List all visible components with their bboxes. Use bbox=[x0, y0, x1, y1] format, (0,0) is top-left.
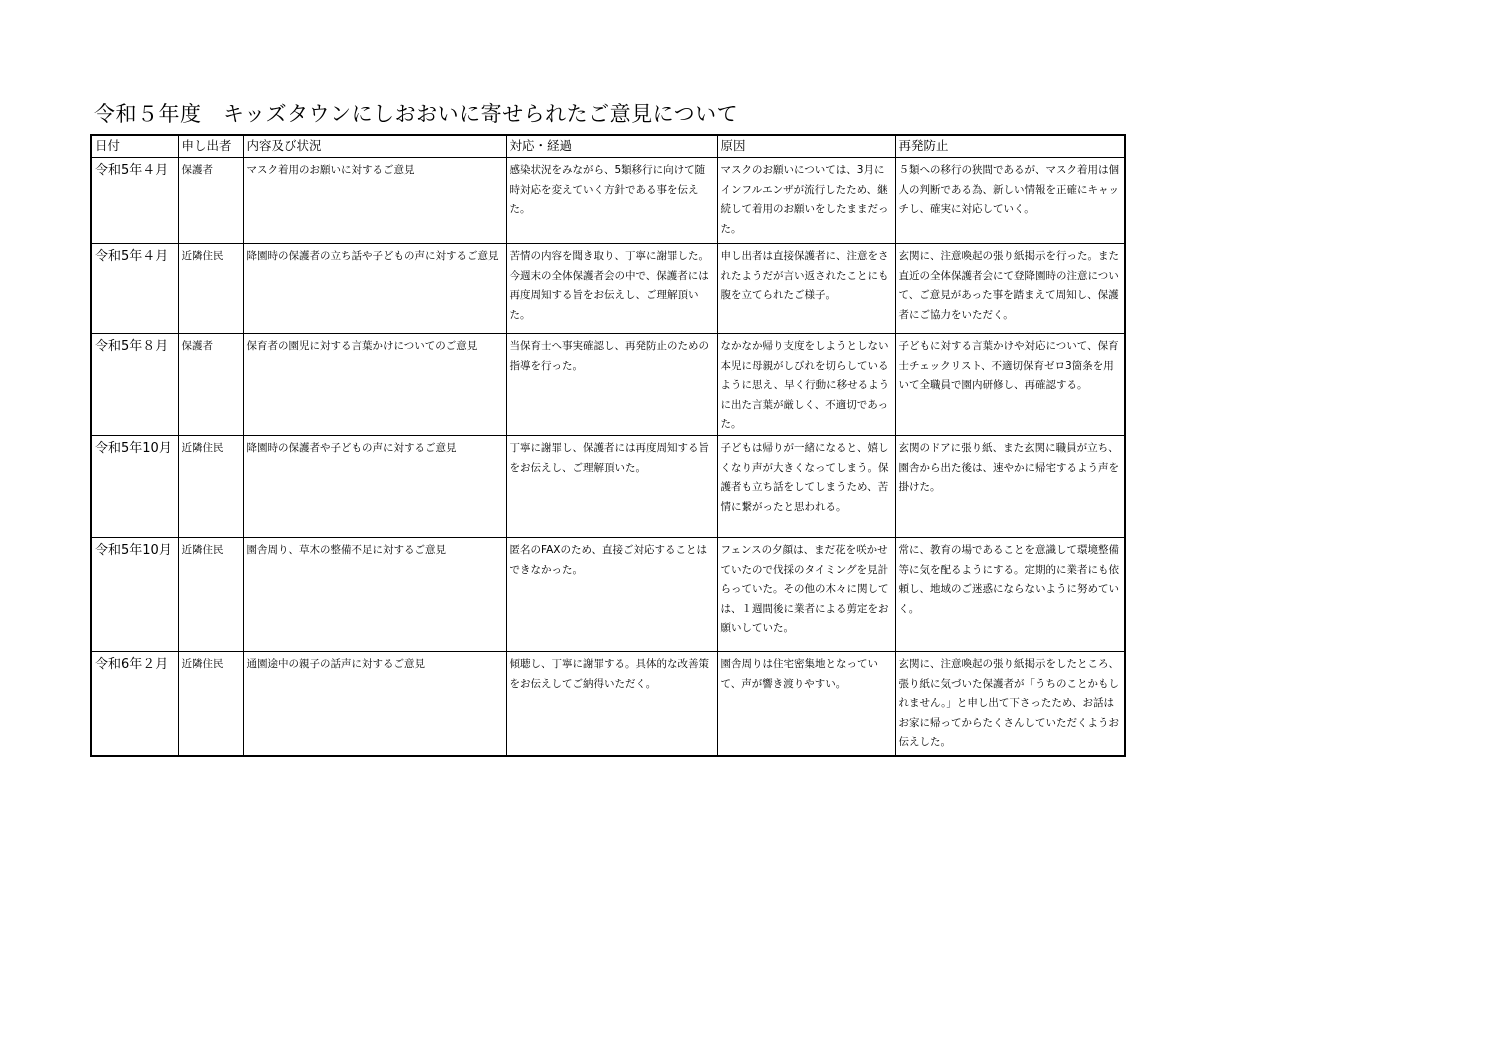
table-header-row bbox=[91, 135, 1125, 158]
cell-cause: 申し出者は直接保護者に、注意をされたようだが言い返されたことにも腹を立てられたご様子。 bbox=[717, 244, 895, 334]
cell-content: 降園時の保護者の立ち話や子どもの声に対するご意見 bbox=[243, 244, 506, 334]
cell-date: 令和5年４月 bbox=[91, 244, 178, 334]
table-row bbox=[91, 158, 1125, 244]
cell-cause: フェンスの夕顔は、まだ花を咲かせていたので伐採のタイミングを見計らっていた。その他の木々に関しては、１週間後に業者による剪定をお願いしていた。 bbox=[717, 537, 895, 651]
cell-prevention: 玄関に、注意喚起の張り紙掲示をしたところ、張り紙に気づいた保護者が「うちのことかもしれません。」と申し出て下さったため、お話はお家に帰ってからたくさんしていただくようお伝えした。 bbox=[895, 651, 1125, 756]
cell-response: 当保育士へ事実確認し、再発防止のための指導を行った。 bbox=[506, 334, 717, 436]
table-row bbox=[91, 651, 1125, 756]
table-row bbox=[91, 334, 1125, 436]
cell-response: 感染状況をみながら、5類移行に向けて随時対応を変えていく方針である事を伝えた。 bbox=[506, 158, 717, 244]
cell-prevention: ５類への移行の狭間であるが、マスク着用は個人の判断である為、新しい情報を正確にキャッチし、確実に対応していく。 bbox=[895, 158, 1125, 244]
cell-content: 保育者の園児に対する言葉かけについてのご意見 bbox=[243, 334, 506, 436]
table-row bbox=[91, 537, 1125, 651]
cell-reporter: 近隣住民 bbox=[178, 537, 243, 651]
cell-reporter: 保護者 bbox=[178, 334, 243, 436]
cell-response: 傾聴し、丁寧に謝罪する。具体的な改善策をお伝えしてご納得いただく。 bbox=[506, 651, 717, 756]
table-row bbox=[91, 244, 1125, 334]
cell-reporter: 近隣住民 bbox=[178, 651, 243, 756]
cell-cause: マスクのお願いについては、3月にインフルエンザが流行したため、継続して着用のお願いをしたままだった。 bbox=[717, 158, 895, 244]
cell-reporter: 保護者 bbox=[178, 158, 243, 244]
column-header-date: 日付 bbox=[91, 135, 178, 158]
cell-prevention: 玄関のドアに張り紙、また玄関に職員が立ち、園舎から出た後は、速やかに帰宅するよう声を掛けた。 bbox=[895, 435, 1125, 537]
column-header-response: 対応・経過 bbox=[506, 135, 717, 158]
feedback-table bbox=[90, 134, 1126, 757]
cell-content: マスク着用のお願いに対するご意見 bbox=[243, 158, 506, 244]
cell-date: 令和6年２月 bbox=[91, 651, 178, 756]
cell-prevention: 玄関に、注意喚起の張り紙掲示を行った。また直近の全体保護者会にて登降園時の注意について、ご意見があった事を踏まえて周知し、保護者にご協力をいただく。 bbox=[895, 244, 1125, 334]
cell-prevention: 子どもに対する言葉かけや対応について、保育士チェックリスト、不適切保育ゼロ3箇条を用いて全職員で園内研修し、再確認する。 bbox=[895, 334, 1125, 436]
cell-date: 令和5年10月 bbox=[91, 435, 178, 537]
cell-response: 苦情の内容を聞き取り、丁寧に謝罪した。今週末の全体保護者会の中で、保護者には再度周知する旨をお伝えし、ご理解頂いた。 bbox=[506, 244, 717, 334]
cell-prevention: 常に、教育の場であることを意識して環境整備等に気を配るようにする。定期的に業者にも依頼し、地域のご迷惑にならないように努めていく。 bbox=[895, 537, 1125, 651]
cell-date: 令和5年８月 bbox=[91, 334, 178, 436]
cell-response: 丁寧に謝罪し、保護者には再度周知する旨をお伝えし、ご理解頂いた。 bbox=[506, 435, 717, 537]
column-header-content: 内容及び状況 bbox=[243, 135, 506, 158]
cell-response: 匿名のFAXのため、直接ご対応することはできなかった。 bbox=[506, 537, 717, 651]
column-header-prevention: 再発防止 bbox=[895, 135, 1125, 158]
cell-cause: 子どもは帰りが一緒になると、嬉しくなり声が大きくなってしまう。保護者も立ち話をしてしまうため、苦情に繋がったと思われる。 bbox=[717, 435, 895, 537]
column-header-cause: 原因 bbox=[717, 135, 895, 158]
column-header-reporter: 申し出者 bbox=[178, 135, 243, 158]
cell-reporter: 近隣住民 bbox=[178, 435, 243, 537]
cell-cause: なかなか帰り支度をしようとしない本児に母親がしびれを切らしているように思え、早く行動に移せるように出た言葉が厳しく、不適切であった。 bbox=[717, 334, 895, 436]
cell-date: 令和5年10月 bbox=[91, 537, 178, 651]
cell-reporter: 近隣住民 bbox=[178, 244, 243, 334]
cell-cause: 園舎周りは住宅密集地となっていて、声が響き渡りやすい。 bbox=[717, 651, 895, 756]
cell-date: 令和5年４月 bbox=[91, 158, 178, 244]
cell-content: 通園途中の親子の話声に対するご意見 bbox=[243, 651, 506, 756]
cell-content: 園舎周り、草木の整備不足に対するご意見 bbox=[243, 537, 506, 651]
page-title: 令和５年度 キッズタウンにしおおいに寄せられたご意見について bbox=[94, 102, 739, 126]
cell-content: 降園時の保護者や子どもの声に対するご意見 bbox=[243, 435, 506, 537]
table-row bbox=[91, 435, 1125, 537]
